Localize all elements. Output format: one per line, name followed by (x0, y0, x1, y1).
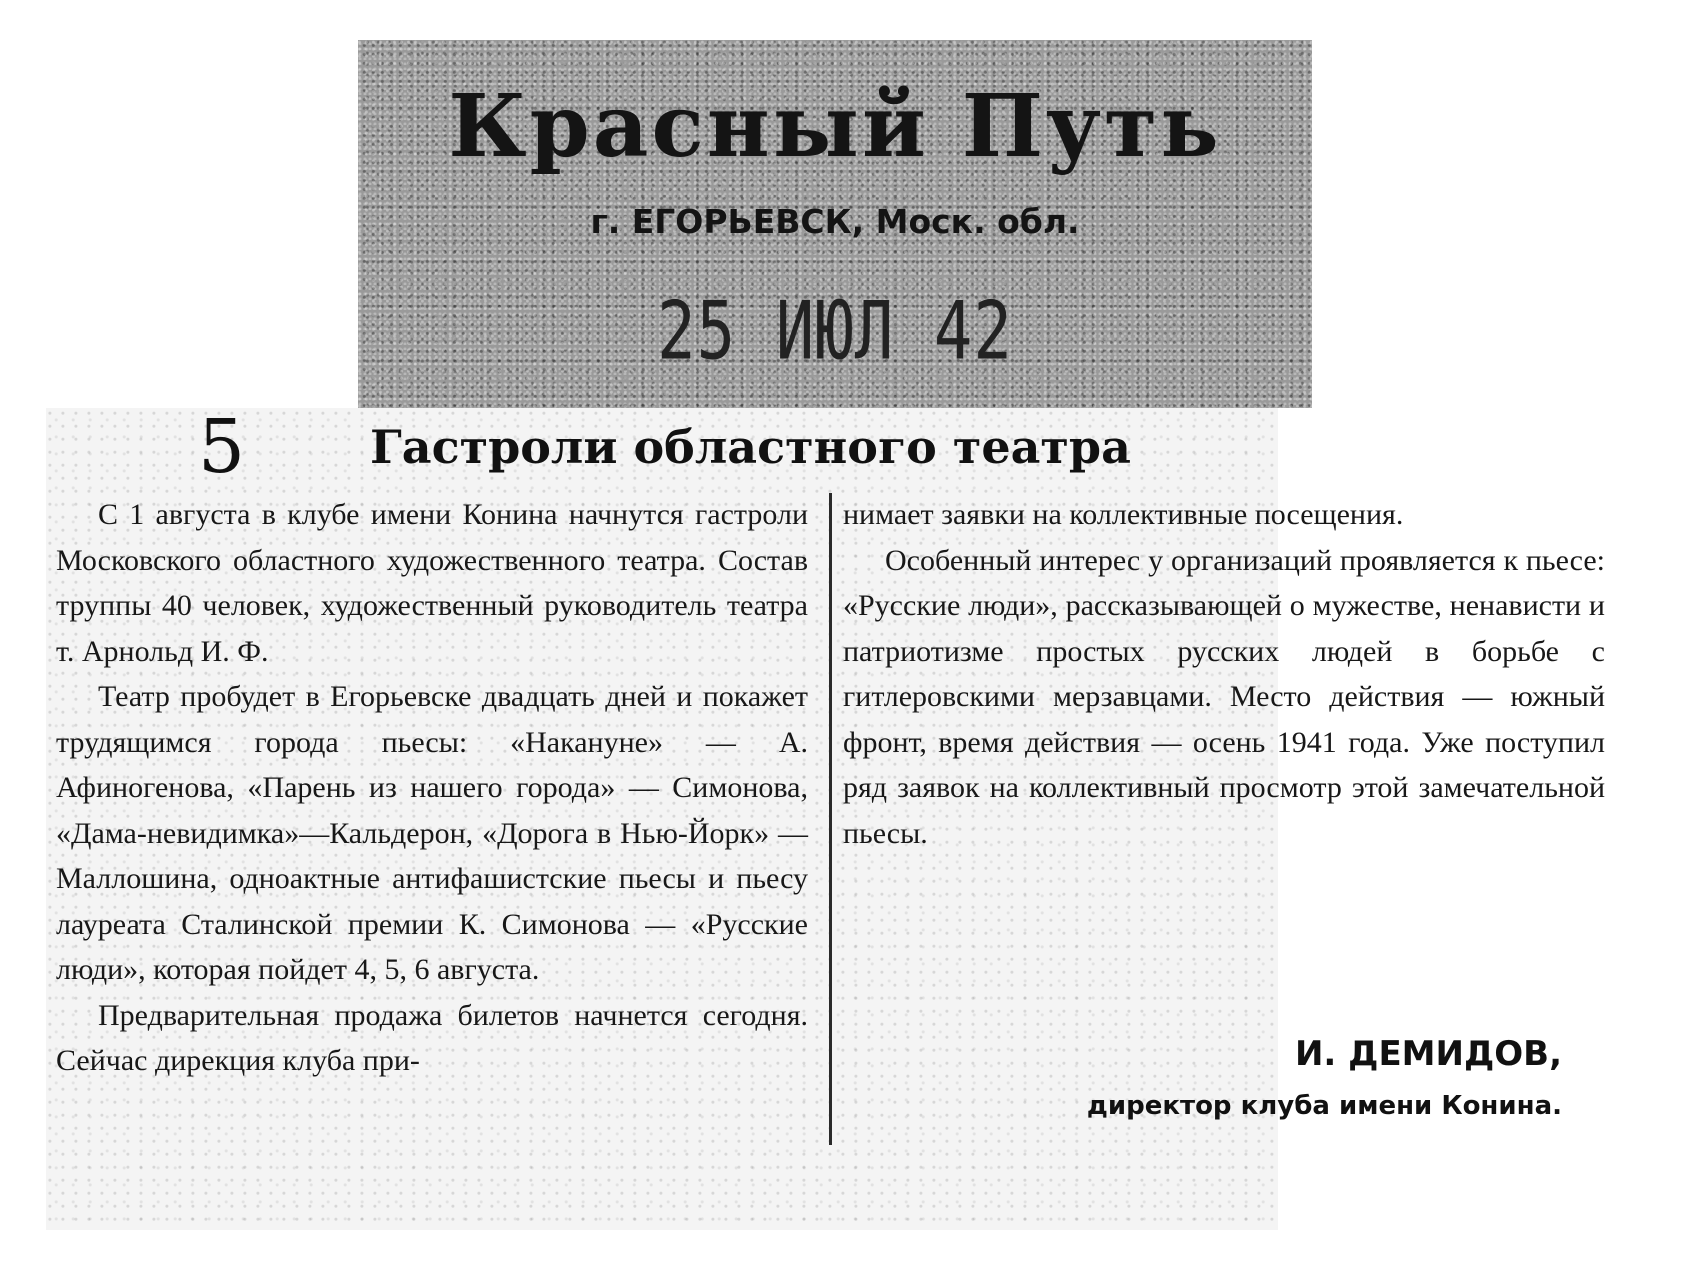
article-paragraph: Особенный интерес у организаций проявляется к пьесе: «Русские люди», рассказывающей о мужестве, ненависти и патриотизме простых русских людей в борьбе с гитлеровскими мерзавцами. Место действия — южный фронт, время действия — осень 1941 года. Уже поступил ряд заявок на коллективный просмотр этой замечательной пьесы. (843, 543, 1605, 850)
signature-name: И. ДЕМИДОВ, (1294, 1034, 1562, 1074)
column-divider (829, 493, 832, 1145)
signature-role: директор клуба имени Конина. (1086, 1091, 1562, 1121)
article-signature (1087, 1032, 1562, 1130)
article-paragraph: Театр пробудет в Егорьевске двадцать дней и покажет трудящимся города пьесы: «Накануне» — А. Афиногенова, «Парень из нашего города» — Симонова, «Дама-невидимка»—Кальдерон, «Дорога в Нью-Йорк» — Маллошина, одноактные антифашистские пьесы и пьесу лауреата Сталинской премии К. Симонова — «Русские люди», которая пойдет 4, 5, 6 августа. (56, 680, 808, 986)
article-right-column (843, 492, 1605, 856)
newspaper-masthead (358, 40, 1312, 408)
article-left-column (56, 492, 808, 1084)
date-stamp: 25 ИЮЛ 42 (657, 285, 1013, 379)
article-paragraph: Предварительная продажа билетов начнется сегодня. Сейчас дирекция клуба при- (56, 998, 808, 1077)
page-marker: 5 (198, 404, 246, 490)
article-paragraph: С 1 августа в клубе имени Конина начнутся гастроли Московского областного художественного театра. Состав труппы 40 человек, художественный руководитель театра т. Арнольд И. Ф. (56, 498, 808, 668)
newspaper-place: г. ЕГОРЬЕВСК, Моск. обл. (590, 202, 1080, 241)
newspaper-title: Красный Путь (448, 76, 1222, 177)
article-headline: Гастроли областного театра (370, 420, 1131, 474)
article-paragraph: нимает заявки на коллективные посещения. (843, 498, 1404, 531)
